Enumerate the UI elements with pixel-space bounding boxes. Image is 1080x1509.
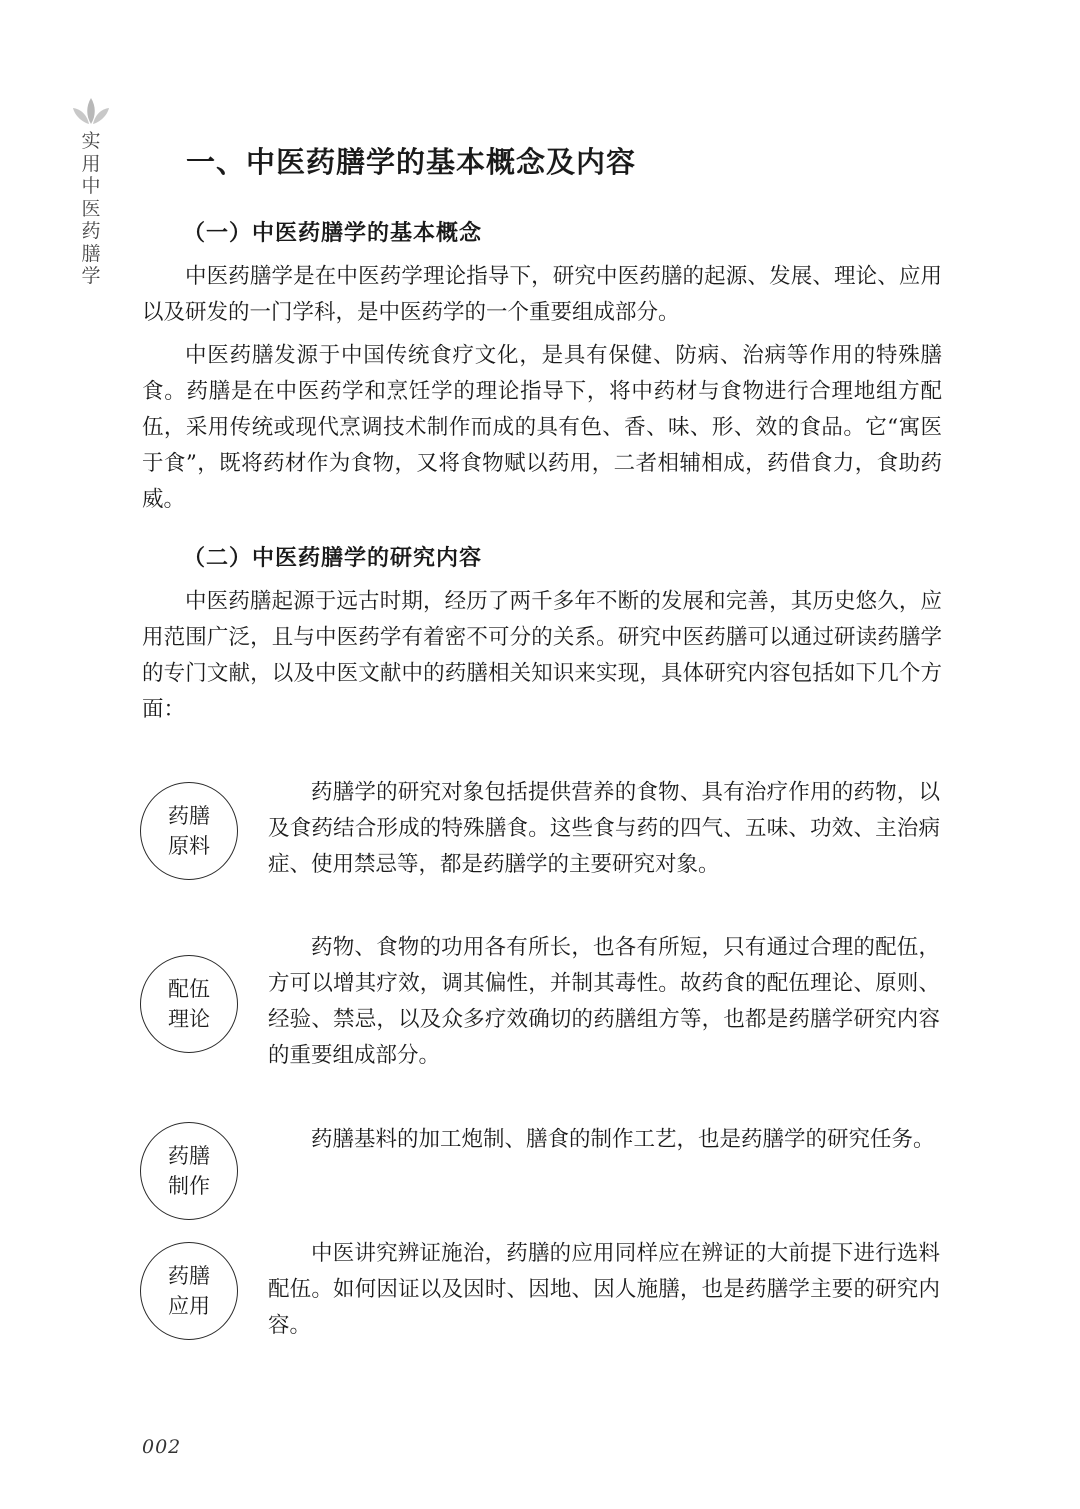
- paragraph: 中医药膳学是在中医药学理论指导下，研究中医药膳的起源、发展、理论、应用以及研发的一门学科，是中医药学的一个重要组成部分。: [142, 264, 942, 325]
- item-label: 药膳应用: [168, 1264, 210, 1318]
- item-text: 药膳基料的加工炮制、膳食的制作工艺，也是药膳学的研究任务。: [311, 1127, 935, 1152]
- item-label: 药膳制作: [168, 1144, 210, 1198]
- subsection-1-title: （一）中医药膳学的基本概念: [183, 221, 483, 246]
- item-label: 药膳原料: [168, 804, 210, 858]
- page-number: 002: [142, 1436, 182, 1458]
- item-text: 药膳学的研究对象包括提供营养的食物、具有治疗作用的药物，以及食药结合形成的特殊膳食。这些食与药的四气、五味、功效、主治病症、使用禁忌等，都是药膳学的主要研究对象。: [268, 780, 940, 877]
- section-title: 一、中医药膳学的基本概念及内容: [186, 145, 637, 179]
- leaf-icon: [72, 96, 110, 126]
- paragraph: 中医药膳发源于中国传统食疗文化，是具有保健、防病、治病等作用的特殊膳食。药膳是在中医药学和烹饪学的理论指导下，将中药材与食物进行合理地组方配伍，采用传统或现代烹调技术制作而成的具有色、香、味、形、效的食品。它“寓医于食”，既将药材作为食物，又将食物赋以药用，二者相辅相成，药借食力，食助药威。: [142, 343, 942, 512]
- item-circle-label: [140, 955, 238, 1053]
- running-header-title: 实用中医药膳学: [81, 130, 101, 287]
- paragraph: 中医药膳起源于远古时期，经历了两千多年不断的发展和完善，其历史悠久，应用范围广泛，且与中医药学有着密不可分的关系。研究中医药膳可以通过研读药膳学的专门文献，以及中医文献中的药膳相关知识来实现，具体研究内容包括如下几个方面：: [142, 589, 942, 722]
- item-text: 药物、食物的功用各有所长，也各有所短，只有通过合理的配伍，方可以增其疗效，调其偏性，并制其毒性。故药食的配伍理论、原则、经验、禁忌，以及众多疗效确切的药膳组方等，也都是药膳学研究内容的重要组成部分。: [268, 935, 940, 1068]
- item-circle-label: [140, 1242, 238, 1340]
- item-circle-label: [140, 1122, 238, 1220]
- item-text: 中医讲究辨证施治，药膳的应用同样应在辨证的大前提下进行选料配伍。如何因证以及因时、因地、因人施膳，也是药膳学主要的研究内容。: [268, 1241, 940, 1338]
- item-circle-label: [140, 782, 238, 880]
- subsection-2-title: （二）中医药膳学的研究内容: [183, 546, 483, 571]
- item-label: 配伍理论: [168, 977, 210, 1031]
